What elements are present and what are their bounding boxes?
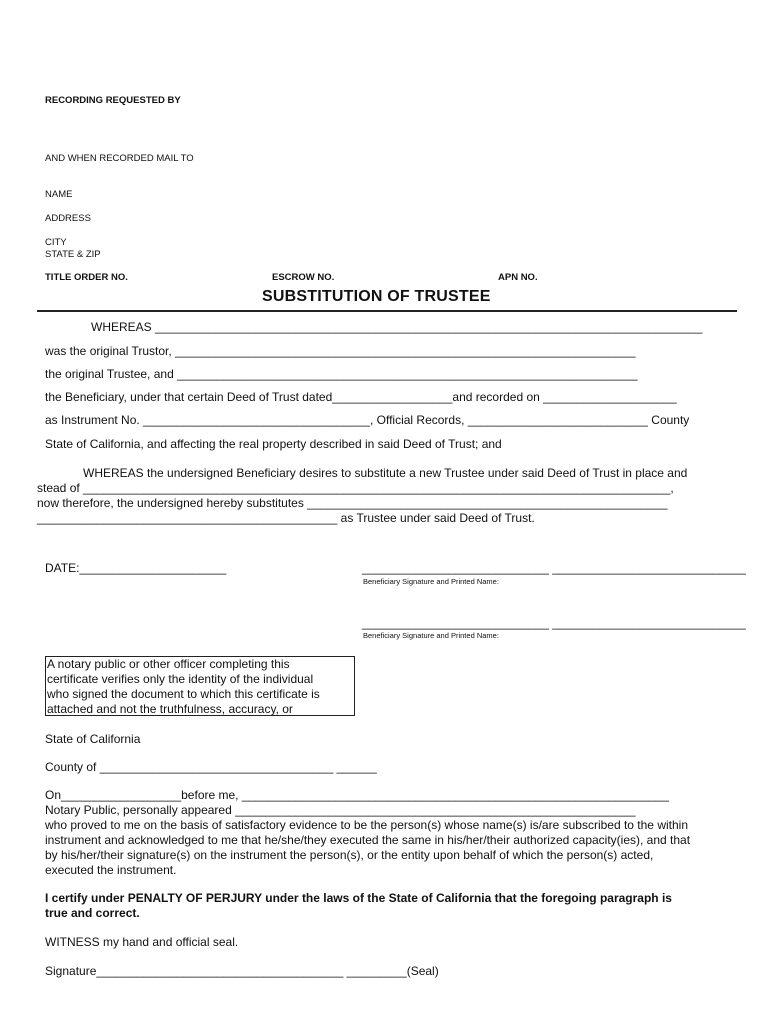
address-label: ADDRESS (45, 213, 91, 224)
recording-requested-by: RECORDING REQUESTED BY (45, 95, 181, 106)
notary-disclaimer-line-1: A notary public or other officer completing this (47, 657, 290, 671)
witness-line: WITNESS my hand and official seal. (45, 935, 239, 949)
notary-disclaimer-line-3: who signed the document to which this certificate is (47, 687, 320, 701)
state-line: State of California, and affecting the real property described in said Deed of Trust; and (45, 437, 502, 451)
notary-disclaimer-line-4: attached and not the truthfulness, accuracy, or (47, 702, 293, 716)
perjury-certification-line-1: I certify under PENALTY OF PERJURY under the laws of the State of California that the foregoing paragraph is (45, 891, 672, 905)
ack-notary-line: Notary Public, personally appeared ____________________________________________________________ (45, 803, 636, 817)
state-zip-label: STATE & ZIP (45, 249, 101, 260)
ack-state: State of California (45, 732, 141, 746)
beneficiary-signature-caption-1: Beneficiary Signature and Printed Name: (363, 577, 499, 586)
escrow-label: ESCROW NO. (272, 272, 335, 283)
whereas2-line2: stead of ________________________________________________________________________________________, (37, 481, 674, 495)
ack-paragraph-line-3: by his/her/their signature(s) on the instrument the person(s), or the entity upon behalf of which the person(s) acted, (45, 848, 654, 862)
city-label: CITY (45, 237, 67, 248)
whereas-line: WHEREAS __________________________________________________________________________________ (91, 320, 703, 334)
ack-county: County of ___________________________________ ______ (45, 760, 377, 774)
ack-on-line: On__________________before me, ________________________________________________________________ (45, 788, 669, 802)
beneficiary-signature-caption-2: Beneficiary Signature and Printed Name: (363, 631, 499, 640)
perjury-certification-line-2: true and correct. (45, 906, 140, 920)
apn-label: APN NO. (498, 272, 538, 283)
document-title: SUBSTITUTION OF TRUSTEE (262, 288, 491, 305)
beneficiary-signature-line-2: ____________________________ _____________________________ (362, 616, 746, 630)
name-label: NAME (45, 189, 73, 200)
title-rule (37, 310, 737, 312)
instrument-line: as Instrument No. __________________________________, Official Records, ___________________________ County (45, 413, 690, 427)
ack-paragraph-line-1: who proved to me on the basis of satisfactory evidence to be the person(s) whose name(s) is/are subscribed to the within (45, 818, 688, 832)
notary-disclaimer-line-2: certificate verifies only the identity of the individual (47, 672, 314, 686)
notary-signature-line: Signature_____________________________________ _________(Seal) (45, 964, 439, 978)
whereas2-line1: WHEREAS the undersigned Beneficiary desires to substitute a new Trustee under said Deed of Trust in place and (83, 466, 688, 480)
title-order-label: TITLE ORDER NO. (45, 272, 128, 283)
ack-paragraph-line-2: instrument and acknowledged to me that he/she/they executed the same in his/her/their authorized capacity(ies), and that (45, 833, 691, 847)
trustor-line: was the original Trustor, _____________________________________________________________________ (45, 344, 636, 358)
beneficiary-signature-line-1: ____________________________ _____________________________ (362, 561, 746, 575)
whereas2-line3: now therefore, the undersigned hereby substitutes ______________________________________________________ (37, 496, 668, 510)
whereas2-line4: _____________________________________________ as Trustee under said Deed of Trust. (37, 511, 535, 525)
trustee-line: the original Trustee, and _____________________________________________________________________ (45, 367, 638, 381)
beneficiary-line: the Beneficiary, under that certain Deed of Trust dated__________________and recorded on ____________________ (45, 390, 677, 404)
date-field: DATE:______________________ (45, 561, 227, 575)
notary-disclaimer-box (45, 656, 355, 716)
when-recorded-label: AND WHEN RECORDED MAIL TO (45, 153, 194, 164)
ack-paragraph-line-4: executed the instrument. (45, 863, 177, 877)
